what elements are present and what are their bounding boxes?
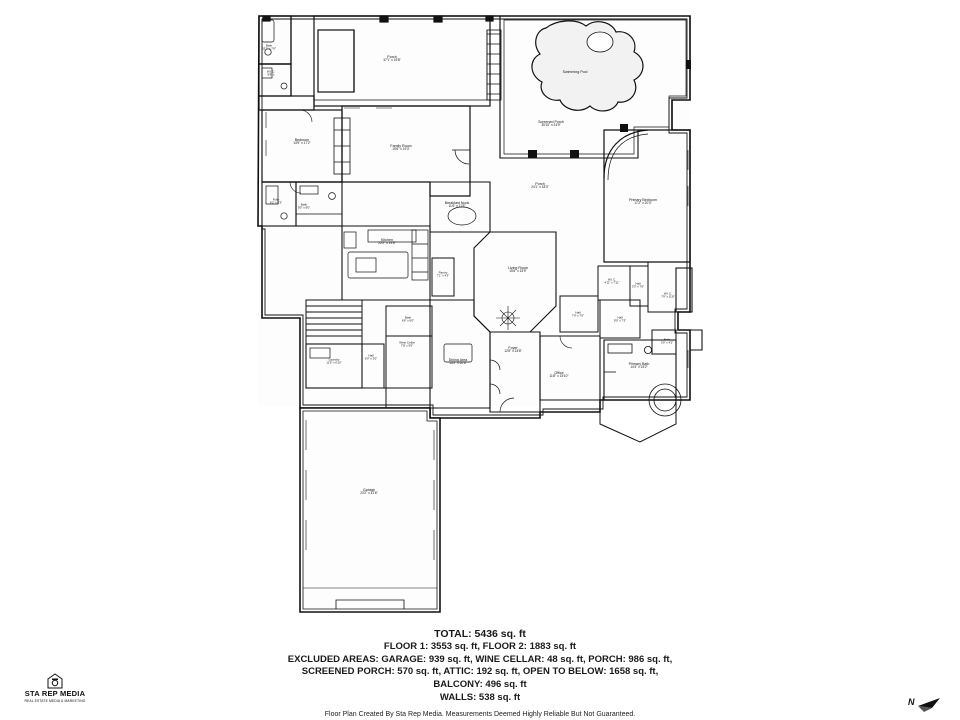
room-name: Hall (617, 315, 623, 320)
logo-brand-text: STA REP MEDIA (24, 689, 86, 698)
room-name: Breakfast Nook (444, 201, 470, 206)
room-name: Living Room (508, 266, 528, 271)
room-name: Primary Bedroom (629, 198, 657, 203)
balcony-area: BALCONY: 496 sq. ft (433, 678, 527, 690)
room-dimensions: 3'3" x 7'0" (631, 285, 645, 290)
room-dimensions: 11'6" x 6'10" (326, 361, 342, 366)
room-dimensions: 7'9" x 11'8" (661, 295, 675, 300)
floor-plan-geometry (258, 16, 702, 612)
svg-text:N: N (908, 697, 915, 707)
excluded-areas-line-2: SCREENED PORCH: 570 sq. ft, ATTIC: 192 sq. ft, OPEN TO BELOW: 1658 sq. ft, (301, 666, 659, 678)
house-camera-icon (47, 673, 63, 689)
room-dimensions: 6'8" x (267, 73, 275, 78)
compass-north-icon (906, 694, 948, 716)
room-name: Foyer (508, 346, 518, 351)
room-name: Laundry (328, 357, 340, 362)
room-dimensions: 13'2" x 20'6" (449, 361, 467, 366)
room-name: Bath (265, 43, 273, 48)
room-dimensions: 24'1" x 18'3" (531, 185, 549, 190)
room-dimensions: 15'1" x 7'6" (262, 47, 276, 52)
room-name: Kitchen (380, 238, 393, 243)
room-name: Wine Cellar (399, 340, 415, 345)
room-name: Bath (404, 315, 412, 320)
room-dimensions: 35'10" x 24'9" (541, 123, 561, 128)
room-dimensions: 17'2" x 20'3" (634, 201, 652, 206)
room-name: Hall (575, 310, 581, 315)
room-dimensions: 37'1" x 15'8" (383, 58, 401, 63)
room-name: Office (554, 371, 564, 376)
room-dimensions: 6'6" x 6'0" (401, 319, 415, 324)
room-name: W.I.C. (607, 277, 617, 282)
room-name: Porch (387, 55, 397, 60)
room-name: Folio (272, 197, 280, 202)
room-dimensions: 14'4" x 15'2" (630, 365, 648, 370)
room-name: Primary Bath (628, 362, 650, 367)
total-area: TOTAL: 5436 sq. ft (434, 628, 526, 640)
room-dimensions: 14'9" x 17'2" (293, 141, 311, 146)
room-dimensions: 7'8" x 9'0" (400, 344, 414, 349)
disclaimer-text: Floor Plan Created By Sta Rep Media. Measurements Deemed Highly Reliable But Not Guaranteed. (324, 711, 636, 718)
room-name: Bath (300, 202, 308, 207)
room-name: Bedroom (294, 138, 310, 143)
room-dimensions: 23'2" x 41'6" (360, 491, 378, 496)
room-dimensions: 22'0" x 19'8" (378, 241, 396, 246)
room-dimensions: 9'0" x 7'3" (613, 319, 627, 324)
excluded-areas-line-1: EXCLUDED AREAS: GARAGE: 939 sq. ft, WINE CELLAR: 48 sq. ft, PORCH: 986 sq. ft, (287, 653, 673, 665)
room-name: Bath (663, 337, 671, 342)
room-dimensions: 11'6" x 11'5" (448, 204, 466, 209)
room-name: W.I.C. (663, 291, 673, 296)
room-name: Dining Area (448, 358, 468, 363)
room-dimensions: 12'6" x 24'8" (504, 349, 522, 354)
room-name: Family Room (390, 144, 412, 149)
room-dimensions: 19'6" x 19'3" (392, 147, 410, 152)
room-dimensions: 7'1" x 4'3" (436, 274, 450, 279)
room-name: Porch (535, 182, 545, 187)
room-dimensions: 9'0" x 8'0" (297, 206, 311, 211)
room-dimensions: 6'2" x 8'2" (269, 201, 283, 206)
walls-area: WALLS: 538 sq. ft (439, 691, 521, 703)
room-name: Screened Porch (538, 120, 564, 125)
room-name: Pantry (438, 270, 448, 275)
floor-areas: FLOOR 1: 3553 sq. ft, FLOOR 2: 1883 sq. ft (383, 641, 577, 652)
room-name: Garage (362, 488, 375, 493)
room-name: Swimming Pool (562, 69, 588, 74)
room-name: Hall (635, 281, 641, 286)
room-dimensions: 11'8" x 15'10" (549, 374, 569, 379)
room-dimensions: 4'11" x 7'11" (604, 281, 620, 286)
room-dimensions: 7'9" x 7'0" (571, 314, 585, 319)
area-summary (0, 628, 960, 704)
room-dimensions: 6'0" x 3'0" (364, 357, 378, 362)
logo-tagline-text: REAL ESTATE MEDIA & MARKETING (24, 698, 86, 703)
room-name: Hall (368, 353, 374, 358)
room-name: W.I.C. (266, 69, 276, 74)
room-dimensions: 3'0" x 4'2" (660, 341, 674, 346)
room-dimensions: 15'6" x 15'9" (509, 269, 527, 274)
company-logo (10, 673, 100, 703)
